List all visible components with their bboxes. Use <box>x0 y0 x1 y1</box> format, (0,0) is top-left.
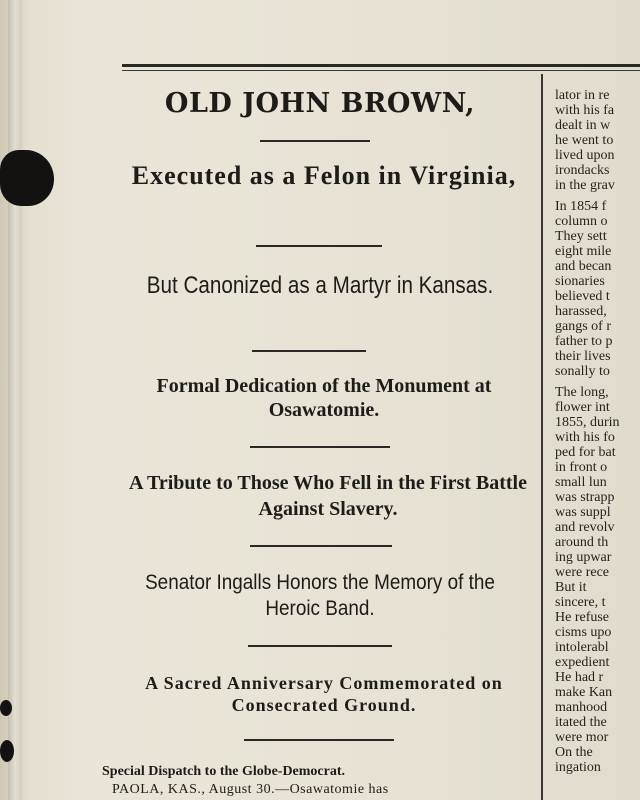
column-paragraph <box>555 745 640 775</box>
deck-canonized: But Canonized as a Martyr in Kansas. <box>146 272 494 299</box>
column-line: with his fo <box>555 430 615 445</box>
column-line: and revolv <box>555 520 615 535</box>
column-line: sionaries <box>555 274 605 289</box>
column-line: On the <box>555 745 593 760</box>
divider-rule <box>250 545 392 547</box>
column-line: believed t <box>555 289 610 304</box>
column-line: He refuse <box>555 610 610 625</box>
column-line: ingation <box>555 760 601 775</box>
binding-hole <box>0 150 54 206</box>
column-line: He had r <box>555 670 604 685</box>
column-line: irondacks <box>555 163 610 178</box>
column-line: lived upon <box>555 148 615 163</box>
column-line: make Kan <box>555 685 613 700</box>
column-line: harassed, <box>555 304 607 319</box>
divider-rule <box>250 446 390 448</box>
column-line: flower int <box>555 400 610 415</box>
column-line: around th <box>555 535 609 550</box>
divider-rule <box>244 739 394 741</box>
column-line: cisms upo <box>555 625 612 640</box>
column-paragraph <box>555 199 640 379</box>
column-paragraph <box>555 580 640 745</box>
binding-hole <box>0 700 12 716</box>
column-line: In 1854 f <box>555 199 607 214</box>
deck-senator-ingalls: Senator Ingalls Honors the Memory of the Heroic Band. <box>145 571 495 620</box>
column-line: dealt in w <box>555 118 611 133</box>
column-line: were rece <box>555 565 610 580</box>
deck-dedication: Formal Dedication of the Monument at Osawatomie. <box>156 375 492 421</box>
column-line: gangs of r <box>555 319 611 334</box>
column-line: in front o <box>555 460 608 475</box>
column-line: small lun <box>555 475 607 490</box>
column-top-rule-thin <box>122 70 640 71</box>
column-paragraph <box>555 88 640 193</box>
column-line: The long, <box>555 385 609 400</box>
column-line: manhood <box>555 700 608 715</box>
column-line: was suppl <box>555 505 611 520</box>
deck-tribute: A Tribute to Those Who Fell in the First Battle Against Slavery. <box>129 472 527 520</box>
column-line: itated the <box>555 715 607 730</box>
binding-hole <box>0 740 14 762</box>
deck-sacred-anniversary: A Sacred Anniversary Commemorated on Consecrated Ground. <box>145 673 503 715</box>
column-line: father to p <box>555 334 613 349</box>
column-line: ing upwar <box>555 550 612 565</box>
column-line: sincere, t <box>555 595 606 610</box>
column-line: were mor <box>555 730 609 745</box>
column-line: ped for bat <box>555 445 616 460</box>
column-line: he went to <box>555 133 614 148</box>
column-line: sonally to <box>555 364 610 379</box>
divider-rule <box>260 140 370 142</box>
column-line: lator in re <box>555 88 610 103</box>
divider-rule <box>248 645 392 647</box>
column-line: 1855, durin <box>555 415 620 430</box>
column-line: intolerabl <box>555 640 609 655</box>
column-line: But it <box>555 580 587 595</box>
deck-executed: Executed as a Felon in Virginia, <box>131 161 517 190</box>
divider-rule <box>252 350 366 352</box>
divider-rule <box>256 245 382 247</box>
column-line: and becan <box>555 259 612 274</box>
headline: OLD JOHN BROWN, <box>164 88 476 119</box>
column-line: their lives <box>555 349 611 364</box>
column-line: expedient <box>555 655 610 670</box>
byline: Special Dispatch to the Globe-Democrat. <box>102 764 346 779</box>
column-line: was strapp <box>555 490 615 505</box>
column-line: eight mile <box>555 244 612 259</box>
page-fold <box>8 0 22 800</box>
column-line: with his fa <box>555 103 615 118</box>
column-line: They sett <box>555 229 607 244</box>
column-line: column o <box>555 214 608 229</box>
column-top-rule <box>122 64 640 67</box>
column-line: in the grav <box>555 178 615 193</box>
dateline: PAOLA, KAS., August 30.—Osawatomie has <box>112 782 389 797</box>
adjacent-column-text <box>555 88 640 775</box>
column-paragraph <box>555 385 640 580</box>
